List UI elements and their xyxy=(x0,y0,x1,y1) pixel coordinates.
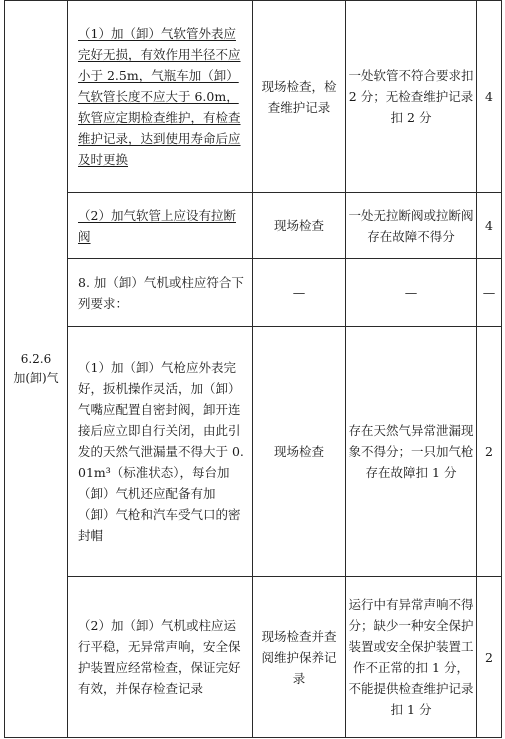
points-cell: 4 xyxy=(477,193,502,259)
requirement-cell: （1）加（卸）气枪应外表完好，扳机操作灵活，加（卸）气嘴应配置自密封阀，卸开连接后应立即自行关闭，由此引发的天然气泄漏量不得大于 0.01m³（标准状态），每台加（卸）气机还应配备有加（卸）气枪和汽车受气口的密封帽 xyxy=(68,327,253,577)
scoring-cell: — xyxy=(346,259,477,327)
method-cell: 现场检查 xyxy=(253,327,346,577)
table-row xyxy=(5,193,502,259)
section-name: 加(卸)气 xyxy=(13,371,59,385)
method-cell: 现场检查 xyxy=(253,193,346,259)
requirement-text: （2）加气软管上应设有拉断阀 xyxy=(78,207,236,244)
inspection-table xyxy=(4,0,502,738)
section-code: 6.2.6 xyxy=(20,352,52,366)
points-cell: 4 xyxy=(477,1,502,193)
table-row xyxy=(5,259,502,327)
requirement-cell: （2）加（卸）气机或柱应运行平稳，无异常声响，安全保护装置应经常检查，保证完好有效，并保存检查记录 xyxy=(68,577,253,738)
table-row xyxy=(5,1,502,193)
section-cell xyxy=(5,1,68,738)
points-cell: 2 xyxy=(477,577,502,738)
scoring-cell: 一处无拉断阀或拉断阀存在故障不得分 xyxy=(346,193,477,259)
requirement-cell xyxy=(68,1,253,193)
scoring-cell: 运行中有异常声响不得分；缺少一种安全保护装置或安全保护装置工作不正常的扣 1 分，不能提供检查维护记录扣 1 分 xyxy=(346,577,477,738)
requirement-cell xyxy=(68,193,253,259)
method-cell: 现场检查并查阅维护保养记录 xyxy=(253,577,346,738)
table-row xyxy=(5,327,502,577)
requirement-text: （1）加（卸）气软管外表应完好无损，有效作用半径不应小于 2.5m，气瓶车加（卸）气软管长度不应大于 6.0m，软管应定期检查维护，有检查维护记录，达到使用寿命后应及时更换 xyxy=(78,26,241,167)
method-cell: — xyxy=(253,259,346,327)
scoring-cell: 一处软管不符合要求扣 2 分；无检查维护记录扣 2 分 xyxy=(346,1,477,193)
points-cell: 2 xyxy=(477,327,502,577)
method-cell: 现场检查，检查维护记录 xyxy=(253,1,346,193)
table-row xyxy=(5,577,502,738)
scoring-cell: 存在天然气异常泄漏现象不得分；一只加气枪存在故障扣 1 分 xyxy=(346,327,477,577)
requirement-cell: 8. 加（卸）气机或柱应符合下列要求： xyxy=(68,259,253,327)
points-cell: — xyxy=(477,259,502,327)
